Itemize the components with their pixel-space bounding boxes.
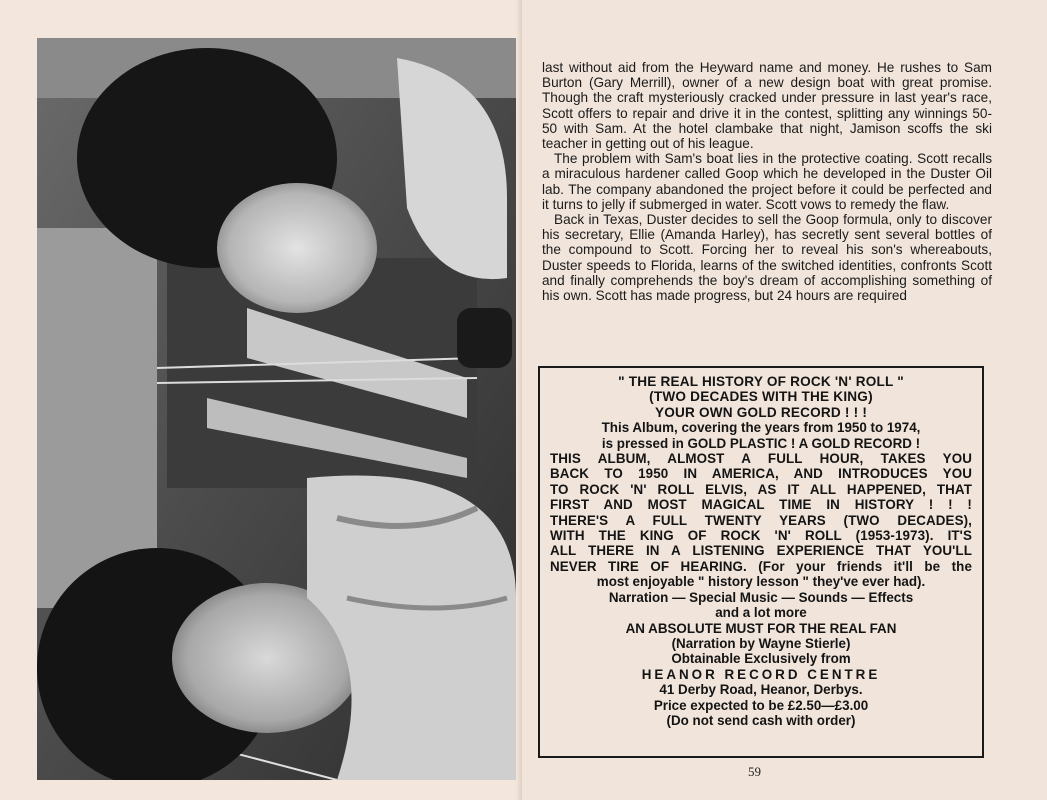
film-still-photo (37, 38, 516, 780)
ad-caps-line: THERE'S A FULL TWENTY YEARS (TWO DECADES), (550, 512, 972, 528)
ad-caps-line: THIS ALBUM, ALMOST A FULL HOUR, TAKES YOU (550, 451, 972, 467)
ad-caps-line: BACK TO 1950 IN AMERICA, AND INTRODUCES YOU (550, 466, 972, 482)
ad-shop-name: HEANOR RECORD CENTRE (641, 666, 881, 682)
page-number: 59 (748, 764, 761, 779)
left-page (0, 0, 522, 800)
record-advertisement (538, 366, 984, 758)
ad-subtitle: (TWO DECADES WITH THE KING) (649, 389, 873, 405)
ad-cash-note: (Do not send cash with order) (666, 712, 856, 728)
ad-address: 41 Derby Road, Heanor, Derbys. (659, 682, 863, 698)
ad-tagline: YOUR OWN GOLD RECORD ! ! ! (654, 404, 868, 420)
ad-line-2: is pressed in GOLD PLASTIC ! A GOLD RECORD ! (601, 435, 921, 451)
ad-caps-line: ALL THERE IN A LISTENING EXPERIENCE THAT YOU'LL (550, 543, 972, 559)
ad-more: and a lot more (715, 605, 807, 621)
ad-caps-line: NEVER TIRE OF HEARING. (For your friends it'll be the (550, 558, 972, 574)
article-paragraph-3: Back in Texas, Duster decides to sell the Goop formula, only to discover his secretary, Ellie (Amanda Harley), has secretly sent several bottles of the compound to Scott. Forcing her to reveal his son's whereabouts, Duster speeds to Florida, learns of the switched identities, confronts Scott and finally comprehends the boy's dream of accomplishing something of his own. Scott has made progress, but 24 hours are required (542, 212, 992, 304)
ad-caps-line: TO ROCK 'N' ROLL ELVIS, AS IT ALL HAPPENED, THAT (550, 481, 972, 497)
ad-must: AN ABSOLUTE MUST FOR THE REAL FAN (625, 620, 897, 636)
article-text (542, 60, 992, 303)
ad-obtainable: Obtainable Exclusively from (671, 651, 851, 667)
ad-line-1: This Album, covering the years from 1950 to 1974, (601, 420, 921, 436)
article-paragraph-1: last without aid from the Heyward name and money. He rushes to Sam Burton (Gary Merrill), owner of a new design boat with great promise. Though the craft mysteriously cracked under pressure in last year's race, Scott offers to repair and drive it in the contest, splitting any winnings 50-50 with Sam. At the hotel clambake that night, Jamison scoffs the ski teacher in getting out of his league. (542, 60, 992, 152)
photo-illustration-icon (37, 38, 516, 780)
ad-narration-line: Narration — Special Music — Sounds — Effects (608, 589, 914, 605)
ad-title: " THE REAL HISTORY OF ROCK 'N' ROLL " (618, 374, 904, 389)
ad-caps-line: WITH THE KING OF ROCK 'N' ROLL (1953-1973). IT'S (550, 528, 972, 544)
ad-caps-line: FIRST AND MOST MAGICAL TIME IN HISTORY ! ! ! (550, 497, 972, 513)
article-paragraph-2: The problem with Sam's boat lies in the protective coating. Scott recalls a miraculous hardener called Goop which he developed in the Duster Oil lab. The company abandoned the project before it could be perfected and it turns to jelly if submerged in water. Scott vows to remedy the flaw. (542, 151, 992, 212)
ad-friends-line: most enjoyable " history lesson " they've ever had). (596, 574, 926, 590)
ad-narrator: (Narration by Wayne Stierle) (671, 635, 851, 651)
ad-price: Price expected to be £2.50—£3.00 (653, 697, 869, 713)
